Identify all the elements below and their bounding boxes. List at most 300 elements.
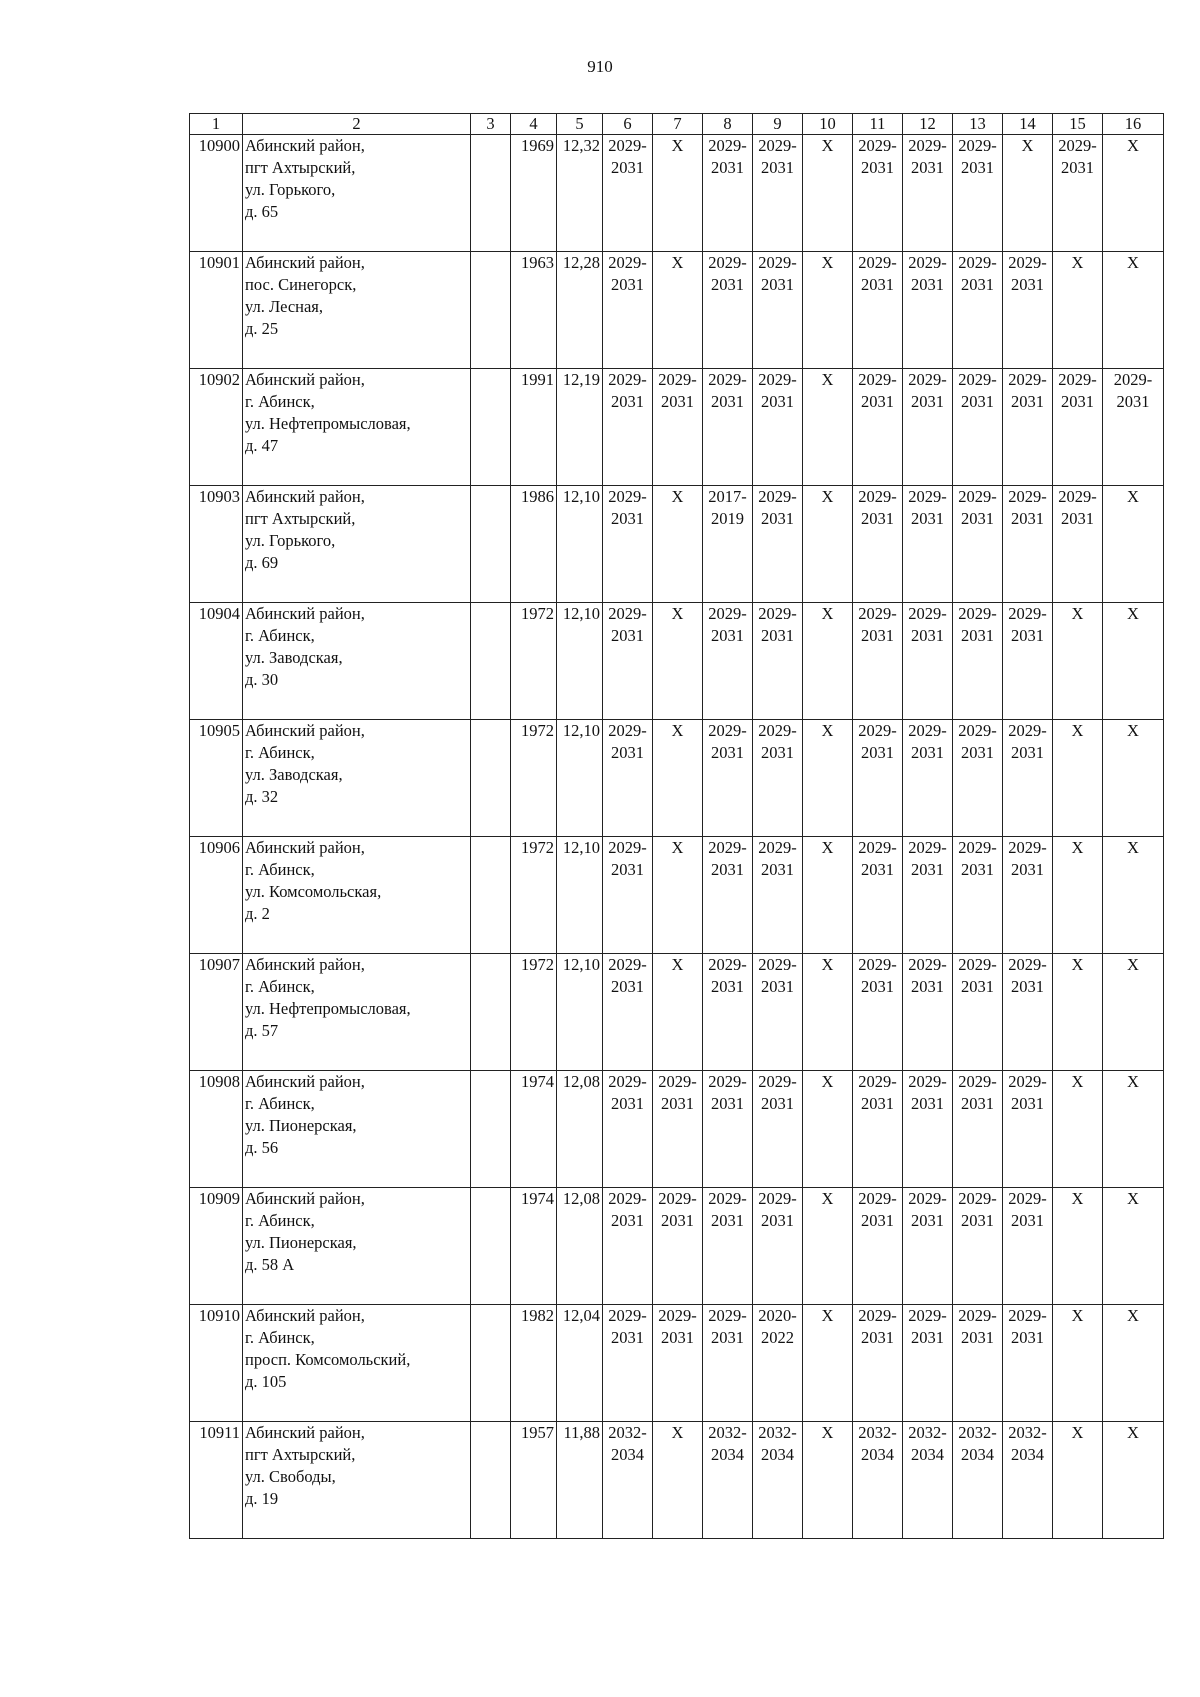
address-cell: [243, 720, 471, 837]
table-row: [190, 603, 1164, 720]
period-start: 2029-: [908, 1306, 947, 1325]
value-cell: 12,19: [557, 369, 603, 486]
address-cell: [243, 369, 471, 486]
period-start: 2029-: [708, 253, 747, 272]
period-end: 2019: [711, 509, 744, 528]
year-cell: 1969: [511, 135, 557, 252]
address-cell: [243, 486, 471, 603]
period-end: 2031: [761, 626, 794, 645]
period-end: 2031: [1011, 1328, 1044, 1347]
address-line: пгт Ахтырский,: [245, 1445, 356, 1464]
not-applicable-cell: X: [1053, 837, 1103, 954]
period-cell: [703, 1305, 753, 1422]
period-start: 2029-: [908, 370, 947, 389]
period-end: 2031: [1061, 509, 1094, 528]
period-cell: [903, 369, 953, 486]
period-end: 2031: [861, 1094, 894, 1113]
period-cell: [703, 603, 753, 720]
address-line: г. Абинск,: [245, 626, 315, 645]
column-3-cell: [471, 252, 511, 369]
period-start: 2029-: [658, 1306, 697, 1325]
period-cell: [953, 720, 1003, 837]
address-line: Абинский район,: [245, 136, 365, 155]
not-applicable-cell: X: [653, 1422, 703, 1539]
period-end: 2031: [1011, 860, 1044, 879]
not-applicable-cell: X: [1103, 252, 1164, 369]
not-applicable-cell: X: [653, 603, 703, 720]
period-start: 2029-: [758, 487, 797, 506]
period-end: 2031: [761, 1094, 794, 1113]
period-start: 2029-: [958, 253, 997, 272]
not-applicable-cell: X: [1053, 1305, 1103, 1422]
address-line: пос. Синегорск,: [245, 275, 357, 294]
period-cell: [853, 603, 903, 720]
table-row: [190, 720, 1164, 837]
period-end: 2031: [611, 509, 644, 528]
period-start: 2029-: [958, 604, 997, 623]
address-line: д. 57: [245, 1021, 279, 1040]
period-cell: [603, 720, 653, 837]
period-end: 2031: [961, 860, 994, 879]
address-line: Абинский район,: [245, 253, 365, 272]
period-start: 2029-: [1008, 1072, 1047, 1091]
period-end: 2031: [761, 860, 794, 879]
period-start: 2029-: [658, 370, 697, 389]
address-line: ул. Пионерская,: [245, 1233, 357, 1252]
not-applicable-cell: X: [803, 1188, 853, 1305]
address-line: ул. Лесная,: [245, 297, 324, 316]
period-start: 2029-: [608, 1306, 647, 1325]
value-cell: 12,32: [557, 135, 603, 252]
period-start: 2032-: [708, 1423, 747, 1442]
address-line: Абинский район,: [245, 604, 365, 623]
table-row: [190, 1305, 1164, 1422]
column-3-cell: [471, 954, 511, 1071]
address-line: д. 2: [245, 904, 270, 923]
period-end: 2031: [611, 275, 644, 294]
period-cell: [953, 1305, 1003, 1422]
period-cell: [1053, 369, 1103, 486]
period-start: 2029-: [708, 721, 747, 740]
address-line: Абинский район,: [245, 487, 365, 506]
period-end: 2034: [611, 1445, 644, 1464]
period-end: 2031: [711, 1211, 744, 1230]
period-start: 2029-: [708, 955, 747, 974]
period-start: 2029-: [1008, 1189, 1047, 1208]
period-cell: [753, 603, 803, 720]
period-end: 2031: [1011, 1094, 1044, 1113]
period-end: 2031: [911, 860, 944, 879]
period-end: 2031: [911, 1328, 944, 1347]
period-start: 2029-: [958, 721, 997, 740]
period-cell: [1003, 486, 1053, 603]
table-row: [190, 486, 1164, 603]
address-line: ул. Комсомольская,: [245, 882, 382, 901]
period-cell: [603, 1422, 653, 1539]
address-line: д. 32: [245, 787, 279, 806]
address-line: д. 25: [245, 319, 279, 338]
period-end: 2031: [911, 1094, 944, 1113]
period-end: 2031: [711, 158, 744, 177]
repair-schedule-table: [189, 113, 1164, 1539]
value-cell: 12,28: [557, 252, 603, 369]
period-end: 2031: [911, 743, 944, 762]
not-applicable-cell: X: [653, 720, 703, 837]
address-line: д. 69: [245, 553, 279, 572]
period-cell: [653, 369, 703, 486]
period-cell: [903, 1305, 953, 1422]
period-end: 2031: [761, 392, 794, 411]
address-line: Абинский район,: [245, 721, 365, 740]
column-header-13: 13: [953, 114, 1003, 135]
period-end: 2031: [661, 392, 694, 411]
period-end: 2031: [861, 860, 894, 879]
period-end: 2031: [961, 1211, 994, 1230]
period-cell: [753, 1188, 803, 1305]
table-row: [190, 837, 1164, 954]
not-applicable-cell: X: [1053, 603, 1103, 720]
period-start: 2029-: [708, 1189, 747, 1208]
not-applicable-cell: X: [1103, 1305, 1164, 1422]
year-cell: 1972: [511, 837, 557, 954]
period-start: 2029-: [1008, 1306, 1047, 1325]
period-cell: [1003, 954, 1053, 1071]
address-cell: [243, 1188, 471, 1305]
period-end: 2031: [961, 626, 994, 645]
period-cell: [603, 954, 653, 1071]
period-cell: [703, 252, 753, 369]
not-applicable-cell: X: [1103, 1422, 1164, 1539]
period-start: 2029-: [958, 1306, 997, 1325]
period-end: 2031: [961, 1094, 994, 1113]
period-cell: [853, 1071, 903, 1188]
column-number-row: [190, 114, 1164, 135]
period-end: 2031: [611, 1094, 644, 1113]
period-cell: [903, 720, 953, 837]
column-header-14: 14: [1003, 114, 1053, 135]
period-cell: [853, 486, 903, 603]
column-header-6: 6: [603, 114, 653, 135]
not-applicable-cell: X: [1053, 1071, 1103, 1188]
period-end: 2031: [611, 743, 644, 762]
period-cell: [903, 486, 953, 603]
period-cell: [653, 1305, 703, 1422]
period-start: 2029-: [758, 838, 797, 857]
not-applicable-cell: X: [1053, 954, 1103, 1071]
address-line: Абинский район,: [245, 1423, 365, 1442]
period-start: 2029-: [858, 955, 897, 974]
table-row: [190, 954, 1164, 1071]
period-end: 2031: [711, 392, 744, 411]
period-start: 2029-: [708, 1306, 747, 1325]
period-start: 2029-: [908, 955, 947, 974]
period-end: 2031: [611, 1211, 644, 1230]
value-cell: 12,04: [557, 1305, 603, 1422]
period-cell: [853, 369, 903, 486]
address-line: д. 30: [245, 670, 279, 689]
period-end: 2031: [761, 743, 794, 762]
period-end: 2031: [911, 275, 944, 294]
period-cell: [953, 1188, 1003, 1305]
period-cell: [1003, 1305, 1053, 1422]
period-cell: [853, 720, 903, 837]
not-applicable-cell: X: [803, 603, 853, 720]
period-end: 2031: [761, 977, 794, 996]
period-end: 2031: [761, 275, 794, 294]
period-end: 2031: [711, 626, 744, 645]
period-end: 2034: [761, 1445, 794, 1464]
period-cell: [603, 603, 653, 720]
not-applicable-cell: X: [1103, 1071, 1164, 1188]
period-end: 2031: [861, 158, 894, 177]
period-start: 2032-: [1008, 1423, 1047, 1442]
period-cell: [953, 369, 1003, 486]
period-cell: [703, 135, 753, 252]
period-start: 2029-: [708, 1072, 747, 1091]
row-number: 10904: [190, 603, 243, 720]
address-line: просп. Комсомольский,: [245, 1350, 411, 1369]
year-cell: 1963: [511, 252, 557, 369]
period-end: 2031: [861, 626, 894, 645]
period-end: 2031: [911, 626, 944, 645]
period-cell: [603, 1305, 653, 1422]
period-end: 2031: [961, 743, 994, 762]
period-cell: [1003, 1071, 1053, 1188]
period-cell: [753, 954, 803, 1071]
period-end: 2031: [911, 158, 944, 177]
period-end: 2031: [961, 509, 994, 528]
period-cell: [703, 837, 753, 954]
column-header-2: 2: [243, 114, 471, 135]
period-cell: [703, 720, 753, 837]
period-start: 2029-: [858, 253, 897, 272]
address-line: Абинский район,: [245, 1189, 365, 1208]
period-cell: [603, 1188, 653, 1305]
not-applicable-cell: X: [803, 837, 853, 954]
column-3-cell: [471, 1422, 511, 1539]
period-start: 2029-: [608, 604, 647, 623]
period-cell: [1003, 603, 1053, 720]
address-line: д. 65: [245, 202, 279, 221]
period-cell: [603, 1071, 653, 1188]
period-cell: [753, 1071, 803, 1188]
period-end: 2031: [711, 1328, 744, 1347]
period-end: 2031: [961, 158, 994, 177]
address-line: г. Абинск,: [245, 1328, 315, 1347]
period-start: 2029-: [958, 955, 997, 974]
period-start: 2029-: [858, 1072, 897, 1091]
period-start: 2020-: [758, 1306, 797, 1325]
address-line: пгт Ахтырский,: [245, 158, 356, 177]
address-line: д. 47: [245, 436, 279, 455]
period-start: 2029-: [608, 721, 647, 740]
period-end: 2031: [661, 1094, 694, 1113]
address-line: Абинский район,: [245, 1306, 365, 1325]
period-start: 2029-: [708, 838, 747, 857]
column-header-7: 7: [653, 114, 703, 135]
period-end: 2031: [861, 275, 894, 294]
not-applicable-cell: X: [653, 837, 703, 954]
period-end: 2031: [861, 1328, 894, 1347]
period-start: 2029-: [608, 838, 647, 857]
table-row: [190, 1071, 1164, 1188]
address-cell: [243, 1071, 471, 1188]
period-start: 2017-: [708, 487, 747, 506]
year-cell: 1991: [511, 369, 557, 486]
period-start: 2032-: [608, 1423, 647, 1442]
period-cell: [703, 486, 753, 603]
period-end: 2031: [611, 392, 644, 411]
not-applicable-cell: X: [803, 252, 853, 369]
row-number: 10910: [190, 1305, 243, 1422]
period-cell: [753, 486, 803, 603]
value-cell: 12,10: [557, 486, 603, 603]
period-start: 2029-: [1008, 955, 1047, 974]
period-cell: [953, 837, 1003, 954]
period-end: 2031: [911, 392, 944, 411]
period-start: 2029-: [758, 604, 797, 623]
address-line: д. 19: [245, 1489, 279, 1508]
column-header-12: 12: [903, 114, 953, 135]
period-start: 2029-: [708, 136, 747, 155]
period-start: 2029-: [858, 136, 897, 155]
period-end: 2031: [1061, 392, 1094, 411]
row-number: 10909: [190, 1188, 243, 1305]
column-3-cell: [471, 135, 511, 252]
period-cell: [853, 954, 903, 1071]
period-end: 2034: [961, 1445, 994, 1464]
address-cell: [243, 135, 471, 252]
period-end: 2031: [861, 743, 894, 762]
not-applicable-cell: X: [803, 369, 853, 486]
address-line: г. Абинск,: [245, 860, 315, 879]
period-cell: [703, 954, 753, 1071]
period-end: 2031: [661, 1211, 694, 1230]
value-cell: 12,08: [557, 1188, 603, 1305]
period-start: 2029-: [908, 604, 947, 623]
column-3-cell: [471, 837, 511, 954]
column-header-11: 11: [853, 114, 903, 135]
period-end: 2031: [861, 1211, 894, 1230]
column-3-cell: [471, 1071, 511, 1188]
address-line: ул. Заводская,: [245, 648, 343, 667]
period-end: 2031: [861, 977, 894, 996]
period-start: 2029-: [608, 136, 647, 155]
period-start: 2029-: [1008, 370, 1047, 389]
period-end: 2031: [1011, 509, 1044, 528]
value-cell: 12,10: [557, 837, 603, 954]
period-end: 2031: [861, 509, 894, 528]
period-end: 2022: [761, 1328, 794, 1347]
period-cell: [853, 135, 903, 252]
period-end: 2031: [661, 1328, 694, 1347]
period-start: 2029-: [858, 370, 897, 389]
period-cell: [953, 486, 1003, 603]
address-line: г. Абинск,: [245, 743, 315, 762]
table-row: [190, 369, 1164, 486]
period-start: 2029-: [858, 604, 897, 623]
period-start: 2029-: [1008, 487, 1047, 506]
period-end: 2034: [1011, 1445, 1044, 1464]
period-cell: [903, 1422, 953, 1539]
table-row: [190, 252, 1164, 369]
period-end: 2031: [911, 977, 944, 996]
year-cell: 1957: [511, 1422, 557, 1539]
period-end: 2031: [961, 275, 994, 294]
period-start: 2029-: [1058, 136, 1097, 155]
period-end: 2031: [711, 860, 744, 879]
address-line: г. Абинск,: [245, 1094, 315, 1113]
period-cell: [853, 837, 903, 954]
not-applicable-cell: X: [1103, 135, 1164, 252]
period-start: 2029-: [958, 838, 997, 857]
row-number: 10900: [190, 135, 243, 252]
period-end: 2031: [611, 158, 644, 177]
period-end: 2031: [711, 743, 744, 762]
address-cell: [243, 1305, 471, 1422]
period-cell: [903, 252, 953, 369]
column-3-cell: [471, 720, 511, 837]
address-line: Абинский район,: [245, 370, 365, 389]
period-cell: [1053, 486, 1103, 603]
period-start: 2029-: [958, 1189, 997, 1208]
row-number: 10901: [190, 252, 243, 369]
period-cell: [953, 135, 1003, 252]
not-applicable-cell: X: [803, 720, 853, 837]
period-start: 2029-: [608, 487, 647, 506]
period-start: 2029-: [608, 370, 647, 389]
period-start: 2029-: [758, 136, 797, 155]
not-applicable-cell: X: [803, 954, 853, 1071]
column-header-1: 1: [190, 114, 243, 135]
period-cell: [753, 1422, 803, 1539]
period-cell: [753, 135, 803, 252]
not-applicable-cell: X: [1053, 720, 1103, 837]
period-cell: [853, 1305, 903, 1422]
period-cell: [903, 1188, 953, 1305]
period-cell: [853, 252, 903, 369]
period-end: 2031: [961, 977, 994, 996]
row-number: 10907: [190, 954, 243, 1071]
period-cell: [603, 837, 653, 954]
period-cell: [1003, 837, 1053, 954]
period-end: 2031: [611, 977, 644, 996]
period-end: 2031: [1061, 158, 1094, 177]
period-end: 2031: [761, 158, 794, 177]
table-row: [190, 1422, 1164, 1539]
period-end: 2031: [1011, 275, 1044, 294]
period-cell: [953, 1422, 1003, 1539]
period-start: 2029-: [958, 370, 997, 389]
table-row: [190, 135, 1164, 252]
address-line: Абинский район,: [245, 1072, 365, 1091]
period-end: 2031: [611, 1328, 644, 1347]
not-applicable-cell: X: [1003, 135, 1053, 252]
not-applicable-cell: X: [803, 135, 853, 252]
period-cell: [753, 720, 803, 837]
value-cell: 12,08: [557, 1071, 603, 1188]
period-cell: [603, 486, 653, 603]
period-cell: [903, 603, 953, 720]
row-number: 10906: [190, 837, 243, 954]
row-number: 10908: [190, 1071, 243, 1188]
value-cell: 12,10: [557, 603, 603, 720]
period-cell: [953, 252, 1003, 369]
period-cell: [753, 837, 803, 954]
period-start: 2029-: [908, 1189, 947, 1208]
period-end: 2031: [911, 1211, 944, 1230]
not-applicable-cell: X: [803, 486, 853, 603]
